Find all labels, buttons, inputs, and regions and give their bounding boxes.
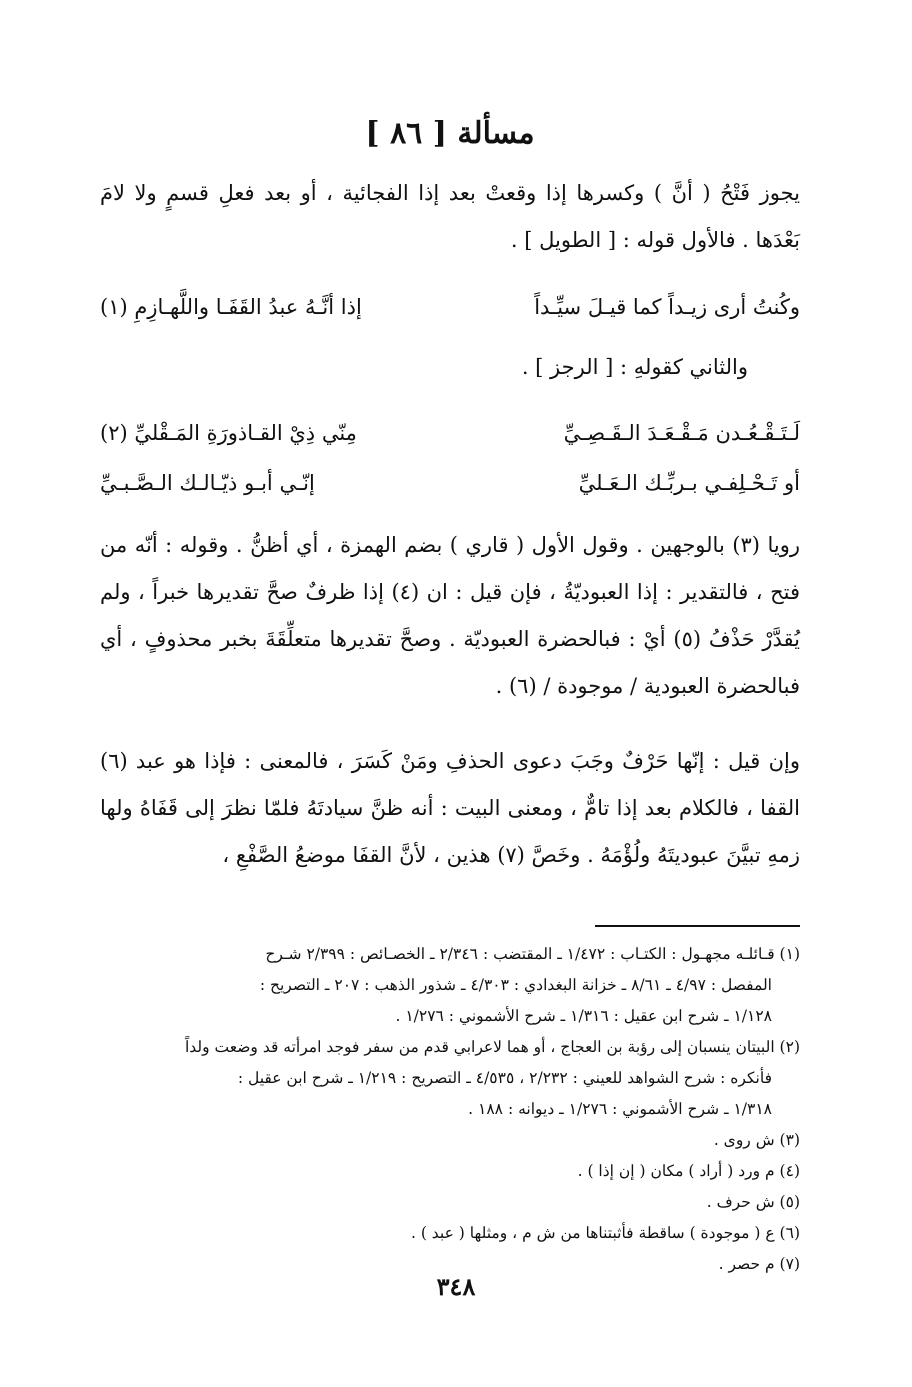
footnote-1-line-1: (١) قـائلـه مجهـول : الكتـاب : ١/٤٧٢ ـ المقتضب : ٢/٣٤٦ ـ الخصـائص : ٢/٣٩٩ شـرح <box>265 945 800 963</box>
footnote-divider <box>595 925 800 927</box>
footnote-6: (٦) ع ( موجودة ) ساقطة فأثبتناها من ش م ، ومثلها ( عبد ) . <box>410 1224 800 1242</box>
poem-verse-1 <box>100 282 800 332</box>
footnote-1-line-2: المفصل : ٤/٩٧ ـ ٨/٦١ ـ خزانة البغدادي : ٤/٣٠٣ ـ شذور الذهب : ٢٠٧ ـ التصريح : <box>259 976 772 994</box>
rajaz-line-1 <box>100 408 800 458</box>
footnote-1 <box>100 939 800 1032</box>
rajaz-line-2-first: أو تَـحْـلِفـي بـربِّـك الـعَـليِّ <box>578 471 800 495</box>
rajaz-line-2 <box>100 458 800 508</box>
paragraph-commentary: رويا (٣) بالوجهين . وقول الأول ( قاري ) بضم الهمزة ، أي أظنُّ . وقوله : أنّه من فتح ، فالتقدير : إذا العبوديّةُ ، فإن قيل : ان (٤) إذا ظرفٌ صحَّ تقديرها خبراً ، ولم يُقدَّرْ حَذْفُ (٥) أيْ : فبالحضرة العبوديّة . وصحَّ تقديرها متعلِّقَةَ بخبر محذوفٍ ، أي فبالحضرة العبودية / موجودة / (٦) . <box>100 533 801 698</box>
poem-rajaz <box>100 408 800 508</box>
footnote-3: (٣) ش روى . <box>713 1131 800 1149</box>
footnote-7: (٧) م حصر . <box>718 1255 800 1273</box>
rajaz-line-2-second: إنّـي أبـو ذيّـالـك الـصَّـبـيِّ <box>100 471 315 495</box>
page-title: مسألة [ ٨٦ ] <box>365 116 535 151</box>
rajaz-line-1-first: لَـتَـقْـعُـدن مَـقْـعَـدَ الـقَـصِـيِّ <box>563 421 800 445</box>
footnote-4: (٤) م ورد ( أراد ) مكان ( إن إذا ) . <box>577 1162 800 1180</box>
footnote-5: (٥) ش حرف . <box>706 1193 800 1211</box>
footnote-2-line-1: (٢) البيتان ينسبان إلى رؤبة بن العجاج ، أو هما لاعرابي قدم من سفر فوجد امرأته قد وضعت ولداً <box>184 1038 800 1056</box>
footnote-2 <box>100 1032 800 1125</box>
footnotes-list <box>100 939 800 1280</box>
rajaz-line-1-second: مِنّي ذِيْ القـاذورَةِ المَـقْليِّ (٢) <box>100 421 357 445</box>
page-number: ٣٤٨ <box>436 1272 476 1301</box>
footnote-1-line-3: ١/١٢٨ ـ شرح ابن عقيل : ١/٣١٦ ـ شرح الأشموني : ١/٢٧٦ . <box>395 1007 772 1025</box>
verse-1-first-hemistich: وكُنتُ أرى زيـداً كما قيـلَ سيِّـداً <box>534 295 800 319</box>
paragraph-intro: يجوز فَتْحُ ( أنَّ ) وكسرها إذا وقعتْ بعد إذا الفجائية ، أو بعد فعلِ قسمٍ ولا لامَ بَعْدَها . فالأول قوله : [ الطويل ] . <box>100 181 800 252</box>
paragraph-meaning: وإن قيل : إنّها حَرْفٌ وجَبَ دعوى الحذفِ ومَنْ كَسَرَ ، فالمعنى : فإذا هو عبد (٦) القفا ، فالكلام بعد إذا تامٌّ ، ومعنى البيت : أنه ظنَّ سيادتَهُ فلمّا نظرَ إلى قَفَاهُ ولها زمهِ تبيَّنَ عبوديتَهُ ولُؤْمَهُ . وخَصَّ (٧) هذين ، لأنَّ القفَا موضعُ الصَّفْعِ ، <box>100 749 800 867</box>
footnote-2-line-3: ١/٣١٨ ـ شرح الأشموني : ١/٢٧٦ ـ ديوانه : ١٨٨ . <box>468 1100 772 1118</box>
second-example-intro: والثاني كقولهِ : [ الرجز ] . <box>521 355 748 379</box>
verse-1-second-hemistich: إذا أنَّـهُ عبدُ القَفَـا واللَّهـازِمِ (١) <box>100 295 362 319</box>
footnote-2-line-2: فأنكره : شرح الشواهد للعيني : ٢/٢٣٢ ، ٤/٥٣٥ ـ التصريح : ١/٢١٩ ـ شرح ابن عقيل : <box>237 1069 772 1087</box>
